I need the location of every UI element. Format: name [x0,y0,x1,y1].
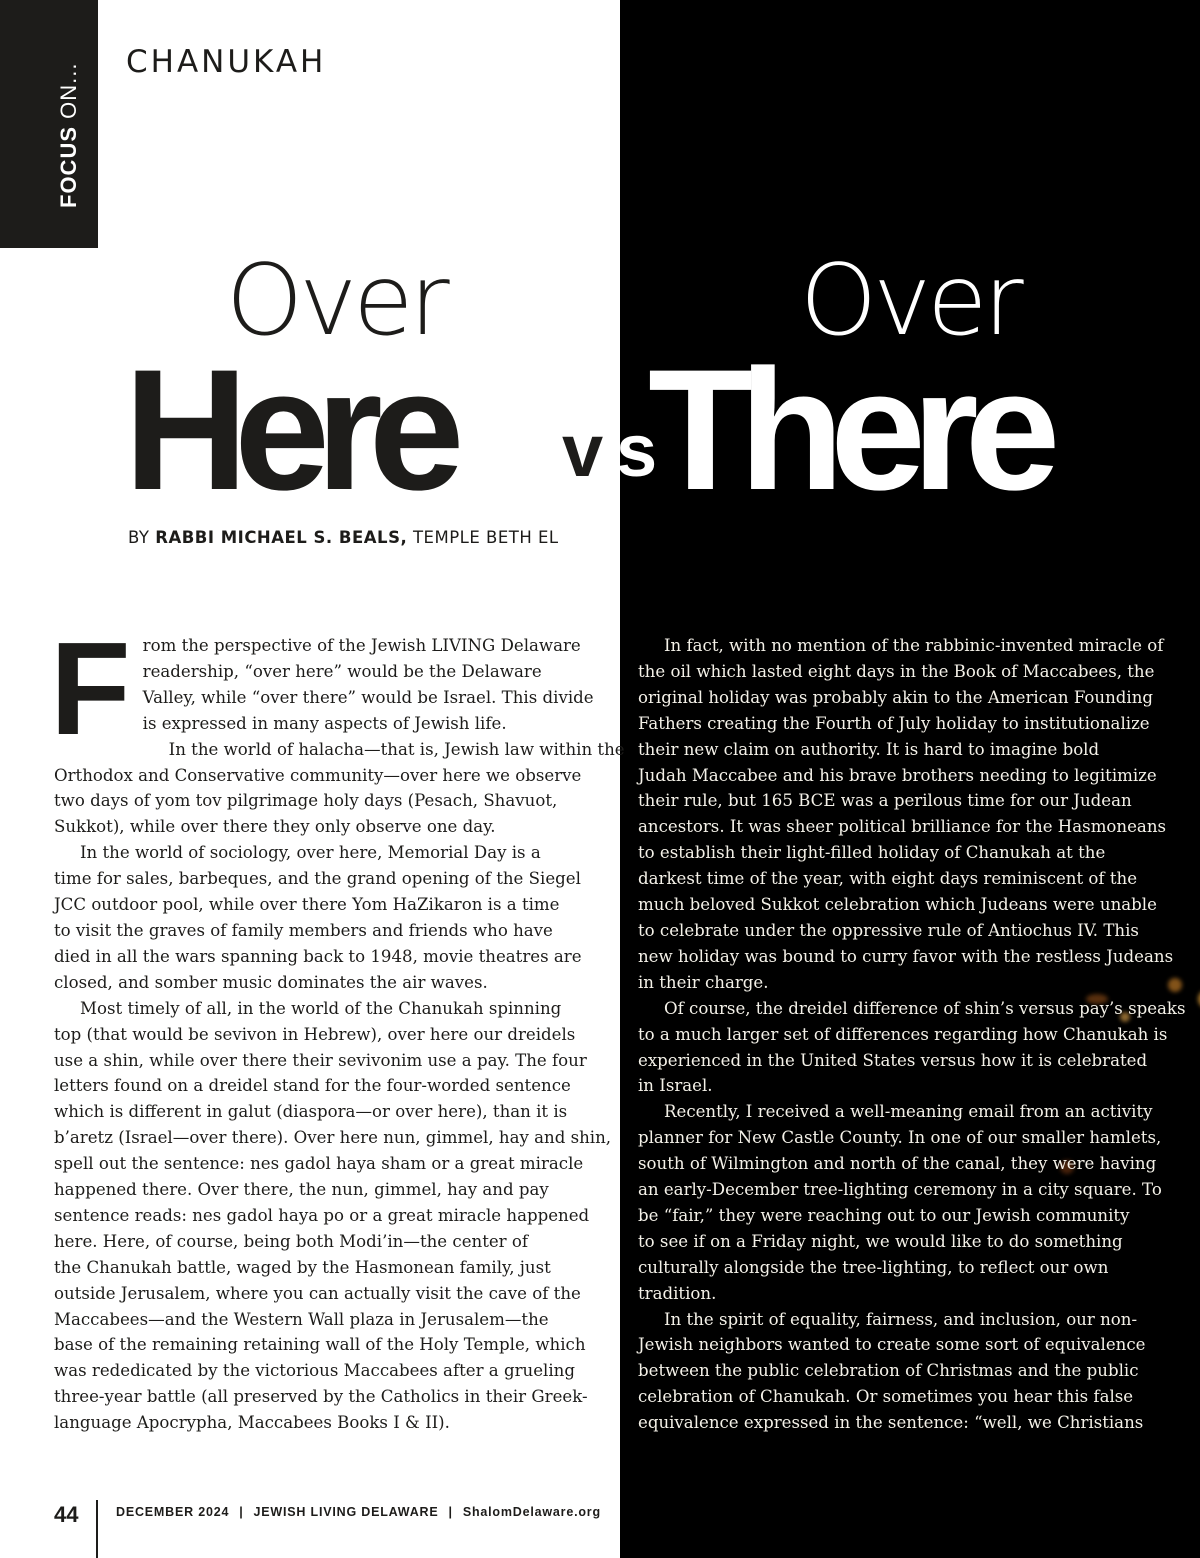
article-paragraph [54,840,582,995]
text-line: b’aretz (Israel—over there). Over here nun, gimmel, hay and shin, [54,1128,612,1148]
text-line: new holiday was bound to curry favor with the restless Judeans [638,946,1174,966]
text-line: Maccabees—and the Western Wall plaza in Jerusalem—the [54,1309,549,1329]
text-line: died in all the wars spanning back to 1948, movie theatres are [54,946,582,966]
text-line: celebration of Chanukah. Or sometimes you hear this false [638,1387,1134,1407]
article-column-right [638,633,1186,1436]
text-line: Orthodox and Conservative community—over here we observe [54,765,582,785]
on-word: ON... [56,62,81,126]
byline-author: RABBI MICHAEL S. BEALS, [155,528,408,547]
footer-line [116,1505,601,1519]
text-line: in Israel. [638,1076,713,1096]
text-line: JCC outdoor pool, while over there Yom HaZikaron is a time [54,895,560,915]
text-line: the Chanukah battle, waged by the Hasmonean family, just [54,1257,551,1277]
text-line: letters found on a dreidel stand for the four-worded sentence [54,1076,571,1096]
text-line: their rule, but 165 BCE was a perilous time for our Judean [638,791,1132,811]
text-line: two days of yom tov pilgrimage holy days (Pesach, Shavuot, [54,791,558,811]
text-line: culturally alongside the tree-lighting, to reflect our own [638,1257,1109,1277]
text-line: tradition. [638,1283,717,1303]
text-line: Fathers creating the Fourth of July holiday to institutionalize [638,713,1150,733]
byline [128,528,559,547]
text-line: Of course, the dreidel difference of shin’s versus pay’s speaks [664,998,1186,1018]
article-paragraph [638,996,1186,1100]
text-line: between the public celebration of Christmas and the public [638,1361,1139,1381]
text-line: which is different in galut (diaspora—or over here), than it is [54,1102,568,1122]
headline-vs-s: s [616,409,653,492]
text-line: readership, “over here” would be the Delaware [142,661,542,681]
text-line: darkest time of the year, with eight days reminiscent of the [638,869,1138,889]
page-number: 44 [54,1502,79,1527]
text-line: outside Jerusalem, where you can actually visit the cave of the [54,1283,581,1303]
bokeh-light [1168,978,1182,992]
article-paragraph [54,996,612,1436]
text-line: an early-December tree-lighting ceremony in a city square. To [638,1180,1162,1200]
text-line: the oil which lasted eight days in the Book of Maccabees, the [638,661,1155,681]
footer-date: DECEMBER 2024 [116,1505,230,1519]
footer-divider [96,1500,98,1558]
text-line: equivalence expressed in the sentence: “well, we Christians [638,1413,1144,1433]
text-line: be “fair,” they were reaching out to our Jewish community [638,1205,1130,1225]
text-line: spell out the sentence: nes gadol haya sham or a great miracle [54,1154,584,1174]
text-line: use a shin, while over there their sevivonim use a pay. The four [54,1050,587,1070]
article-paragraph [638,1307,1148,1437]
article-column-left [50,615,625,1436]
text-line: Valley, while “over there” would be Israel. This divide [142,687,594,707]
text-line: experienced in the United States versus how it is celebrated [638,1050,1148,1070]
text-line: In the world of halacha—that is, Jewish law within the [168,739,625,759]
text-line: three-year battle (all preserved by the Catholics in their Greek- [54,1387,588,1407]
text-line: here. Here, of course, being both Modi’in—the center of [54,1231,529,1251]
drop-cap: F [50,615,131,762]
text-line: much beloved Sukkot celebration which Judeans were unable [638,895,1157,915]
text-line: to celebrate under the oppressive rule of Antiochus IV. This [638,920,1139,940]
text-line: is expressed in many aspects of Jewish life. [142,713,507,733]
footer-website: ShalomDelaware.org [462,1505,601,1519]
focus-word: FOCUS [56,126,81,208]
article-paragraph [638,1099,1162,1306]
text-line: Jewish neighbors wanted to create some sort of equivalence [638,1335,1146,1355]
text-line: In the spirit of equality, fairness, and inclusion, our non- [664,1309,1138,1329]
text-line: happened there. Over there, the nun, gimmel, hay and pay [54,1180,549,1200]
text-line: Most timely of all, in the world of the Chanukah spinning [80,998,562,1018]
text-line: planner for New Castle County. In one of our smaller hamlets, [638,1128,1162,1148]
text-line: to a much larger set of differences regarding how Chanukah is [638,1024,1168,1044]
text-line: closed, and somber music dominates the air waves. [54,972,488,992]
focus-on-tab [0,0,98,248]
text-line: sentence reads: nes gadol haya po or a great miracle happened [54,1205,590,1225]
text-line: Sukkot), while over there they only observe one day. [54,817,496,837]
focus-on-label [56,18,82,208]
byline-org: TEMPLE BETH EL [407,528,559,547]
headline-vs-v: v [562,409,599,492]
text-line: base of the remaining retaining wall of the Holy Temple, which [54,1335,586,1355]
text-line: In fact, with no mention of the rabbinic-invented miracle of [664,636,1164,655]
byline-prefix: BY [128,528,156,547]
headline-there: There [648,334,1047,526]
text-line: top (that would be sevivon in Hebrew), over here our dreidels [54,1024,576,1044]
text-line: rom the perspective of the Jewish LIVING Delaware [142,636,581,655]
text-line: south of Wilmington and north of the canal, they were having [638,1154,1157,1174]
footer-separator: | [239,1505,244,1519]
footer-publication: JEWISH LIVING DELAWARE [253,1505,439,1519]
text-line: to visit the graves of family members and friends who have [54,920,553,940]
text-line: was rededicated by the victorious Maccabees after a grueling [54,1361,575,1381]
text-line: In the world of sociology, over here, Memorial Day is a [80,843,541,863]
text-line: time for sales, barbeques, and the grand opening of the Siegel [54,869,581,889]
footer-separator: | [448,1505,453,1519]
text-line: to establish their light-filled holiday of Chanukah at the [638,843,1106,863]
headline-over-left: Over [226,244,446,358]
text-line: Judah Maccabee and his brave brothers needing to legitimize [638,765,1157,785]
text-line: to see if on a Friday night, we would like to do something [638,1231,1123,1251]
text-line: Recently, I received a well-meaning email from an activity [664,1102,1153,1122]
article-paragraph [638,633,1174,996]
text-line: their new claim on authority. It is hard to imagine bold [638,739,1100,759]
text-line: original holiday was probably akin to the American Founding [638,687,1154,707]
text-line: ancestors. It was sheer political brilliance for the Hasmoneans [638,817,1167,837]
text-line: language Apocrypha, Maccabees Books I & II). [54,1413,450,1433]
headline-here: Here [124,334,451,526]
headline-over-right: Over [800,244,1020,358]
section-title: CHANUKAH [126,44,327,80]
text-line: in their charge. [638,972,769,992]
